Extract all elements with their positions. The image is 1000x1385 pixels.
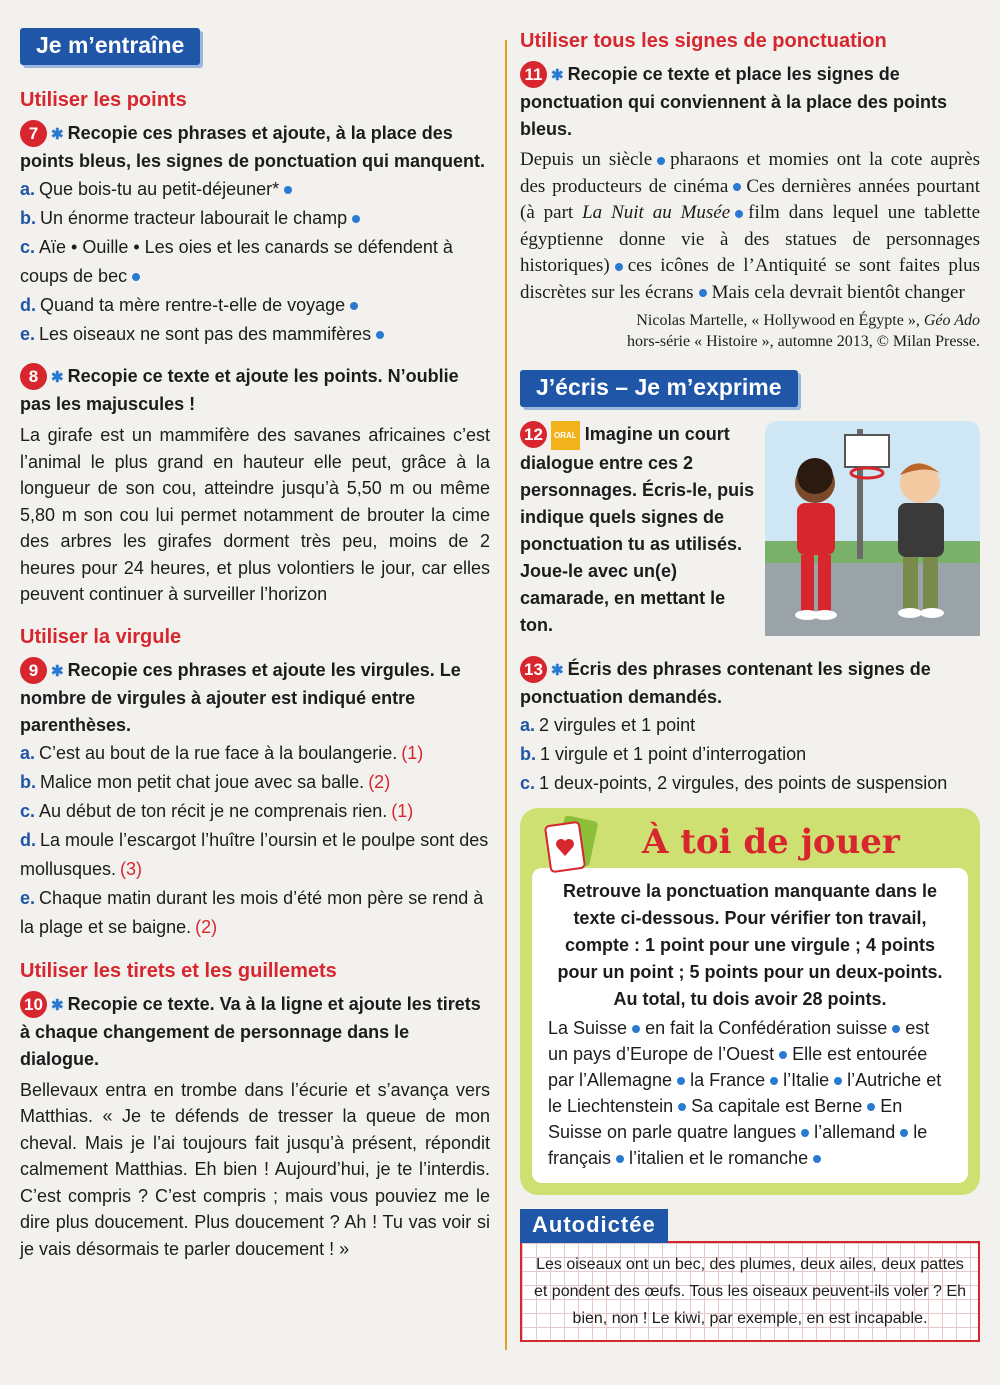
exercise-number: 11 — [520, 61, 547, 88]
exercise-number: 8 — [20, 363, 47, 390]
exercise-11-text: Depuis un siècle pharaons et momies ont la cote auprès des producteurs de cinéma Ces dernières années pourtant (à part La Nuit au Musée film dans lequel une tablette égyptienne donne vie à des statues de personnages historiques) ces icônes de l’Antiquité se sont faites plus discrètes sur les écrans Mais cela devrait bientôt changer — [520, 149, 981, 303]
section-banner-jecris: J’écris – Je m’exprime — [520, 370, 798, 407]
exercise-number: 12 — [520, 421, 547, 448]
blue-dot-icon — [677, 1077, 685, 1085]
exercise-10-instruction: 10 ✱ Recopie ce texte. Va à la ligne et ajoute les tirets à chaque changement de personnage dans le dialogue. — [20, 991, 490, 1073]
autodictee-text: Les oiseaux ont un bec, des plumes, deux ailes, deux pattes et pondent des œufs. Tous les oiseaux peuvent-ils voler ? Eh bien, non ! Le kiwi, par exemple, en est incapable. — [520, 1241, 980, 1342]
list-item: b. Malice mon petit chat joue avec sa balle. (2) — [20, 771, 391, 792]
blue-dot-icon — [892, 1025, 900, 1033]
list-item: c. 1 deux-points, 2 virgules, des points de suspension — [520, 773, 948, 793]
game-title: À toi de jouer — [642, 822, 900, 862]
exercise-13-instruction: 13 ✱ Écris des phrases contenant les signes de ponctuation demandés. — [520, 656, 980, 711]
blue-dot-icon — [813, 1155, 821, 1163]
blue-dot-icon — [284, 186, 292, 194]
heading-utiliser-virgule: Utiliser la virgule — [20, 625, 182, 648]
heading-tous-signes: Utiliser tous les signes de ponctuation — [520, 30, 887, 52]
list-item: d. Quand ta mère rentre-t-elle de voyage — [20, 291, 490, 320]
game-text: La Suisse en fait la Confédération suisse est un pays d’Europe de l’Ouest Elle est entourée par l’Allemagne la France l’Italie l’Autriche et le Liechtenstein Sa capitale est Berne En Suisse on parle quatre langues l’allemand le français l’italien et le romanche — [548, 1018, 942, 1168]
blue-dot-icon — [867, 1103, 875, 1111]
game-box — [520, 808, 980, 1195]
children-basketball-illustration — [765, 421, 980, 636]
heart-card-icon — [542, 816, 600, 874]
blue-dot-icon — [615, 263, 623, 271]
blue-dot-icon — [376, 331, 384, 339]
exercise-12-block — [520, 421, 980, 656]
list-item: c. Au début de ton récit je ne comprenais rien. (1) — [20, 800, 414, 821]
blue-dot-icon — [132, 273, 140, 281]
oral-badge: ORAL — [551, 421, 580, 450]
star-icon: ✱ — [51, 662, 64, 680]
exercise-7-items — [20, 175, 490, 349]
exercise-7-instruction: 7 ✱ Recopie ces phrases et ajoute, à la place des points bleus, les signes de ponctuation qui manquent. — [20, 120, 490, 175]
list-item: a. Que bois-tu au petit-déjeuner* — [20, 175, 490, 204]
star-icon: ✱ — [551, 67, 564, 84]
star-icon: ✱ — [51, 996, 64, 1014]
blue-dot-icon — [350, 302, 358, 310]
blue-dot-icon — [678, 1103, 686, 1111]
blue-dot-icon — [632, 1025, 640, 1033]
heading-tirets-guillemets: Utiliser les tirets et les guillemets — [20, 959, 337, 982]
exercise-8-instruction: 8 ✱ Recopie ce texte et ajoute les points. N’oublie pas les majuscules ! — [20, 363, 490, 418]
list-item: d. La moule l’escargot l’huître l’oursin et le poulpe sont des mollusques. (3) — [20, 829, 489, 879]
blue-dot-icon — [779, 1051, 787, 1059]
list-item: e. Les oiseaux ne sont pas des mammifères — [20, 320, 490, 349]
game-content — [532, 868, 968, 1183]
list-item: b. 1 virgule et 1 point d’interrogation — [520, 744, 807, 764]
exercise-number: 9 — [20, 657, 47, 684]
autodictee-section — [520, 1209, 980, 1342]
left-column — [20, 28, 490, 1262]
exercise-10-text: Bellevaux entra en trombe dans l’écurie et s’avança vers Matthias. « Je te défends de tresser la queue de mon cheval. Mais je l’ai toujours fait jusqu’à présent, répondit calmement Matthias. Eh bien ! Aujourd’hui, je te l’interdis. C’est compris ? C’est compris ; mais vous pouviez me le dire plus doucement. Plus doucement ? Ah ! Tu vas voir si je vais désormais te parler doucement ! » — [20, 1079, 490, 1259]
blue-dot-icon — [735, 210, 743, 218]
blue-dot-icon — [699, 289, 707, 297]
star-icon: ✱ — [51, 126, 64, 143]
game-instruction: Retrouve la ponctuation manquante dans le texte ci-dessous. Pour vérifier ton travail, compte : 1 point pour une virgule ; 4 points pour un point ; 5 points pour un deux-points. Au total, tu dois avoir 28 points. — [557, 881, 943, 1009]
list-item: e. Chaque matin durant les mois d’été mon père se rend à la plage et se baigne. (2) — [20, 887, 484, 937]
right-column — [520, 28, 980, 1342]
list-item: a. C’est au bout de la rue face à la boulangerie. (1) — [20, 742, 424, 763]
blue-dot-icon — [352, 215, 360, 223]
section-banner-je-mentraine: Je m’entraîne — [20, 28, 200, 65]
exercise-number: 13 — [520, 656, 547, 683]
exercise-8-text: La girafe est un mammifère des savanes africaines c’est l’animal le plus grand en hauteur elle peut, grâce à la longueur de son cou, atteindre jusqu’à 5,50 m ou même 5,80 m son cou lui permet notamment de brouter la cime des arbres les girafes dorment très peu, moins de 2 heures pour 24 heures, et plus volontiers le jour, car elles peuvent continuer à surveiller l’horizon — [20, 425, 490, 604]
exercise-9-items — [20, 739, 490, 942]
exercise-9-instruction: 9 ✱ Recopie ces phrases et ajoute les virgules. Le nombre de virgules à ajouter est indiqué entre parenthèses. — [20, 657, 490, 739]
source-citation: Nicolas Martelle, « Hollywood en Égypte », Géo Ado hors-série « Histoire », automne 2013, © Milan Presse. — [627, 312, 980, 350]
blue-dot-icon — [834, 1077, 842, 1085]
blue-dot-icon — [733, 183, 741, 191]
exercise-11-instruction: 11 ✱ Recopie ce texte et place les signes de ponctuation qui conviennent à la place des points bleus. — [520, 61, 980, 143]
blue-dot-icon — [801, 1129, 809, 1137]
exercise-12-instruction: 12 ORAL Imagine un court dialogue entre ces 2 personnages. Écris-le, puis indique quels signes de ponctuation tu as utilisés. Joue-le avec un(e) camarade, en mettant le ton. — [520, 421, 755, 639]
list-item: b. Un énorme tracteur labourait le champ — [20, 204, 490, 233]
exercise-number: 10 — [20, 991, 47, 1018]
exercise-13-items — [520, 711, 980, 798]
star-icon: ✱ — [51, 369, 64, 386]
exercise-number: 7 — [20, 120, 47, 147]
star-icon: ✱ — [551, 662, 564, 679]
blue-dot-icon — [616, 1155, 624, 1163]
list-item: a. 2 virgules et 1 point — [520, 715, 696, 735]
heading-utiliser-points: Utiliser les points — [20, 89, 187, 111]
blue-dot-icon — [770, 1077, 778, 1085]
list-item: c. Aïe • Ouille • Les oies et les canards se défendent à coups de bec — [20, 237, 453, 286]
blue-dot-icon — [657, 157, 665, 165]
blue-dot-icon — [900, 1129, 908, 1137]
column-divider — [505, 40, 507, 1350]
autodictee-banner: Autodictée — [520, 1209, 668, 1243]
